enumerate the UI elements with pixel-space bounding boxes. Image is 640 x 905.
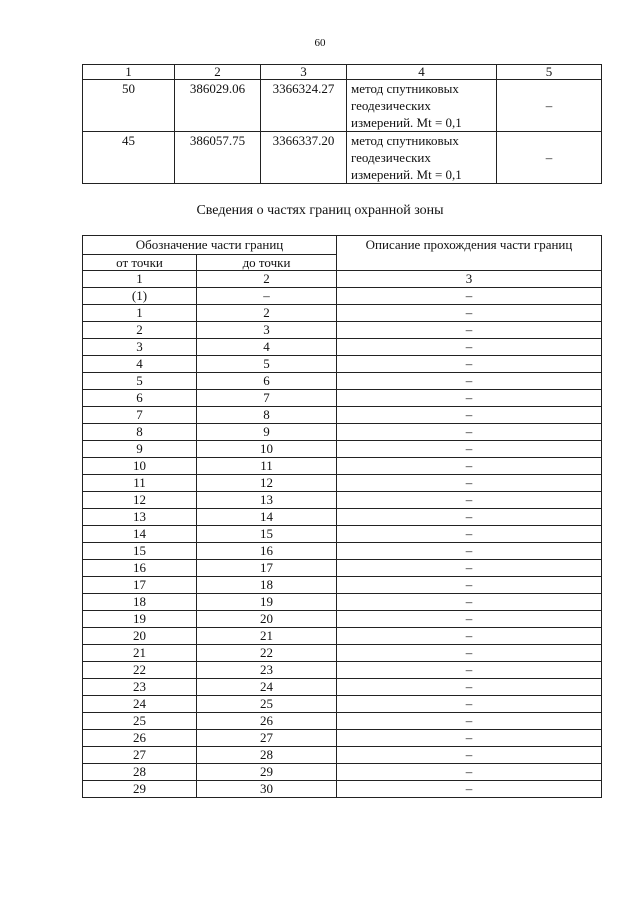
method-line: измерений. Mt = 0,1	[351, 167, 462, 182]
from-point: 18	[83, 594, 197, 611]
description: –	[337, 696, 602, 713]
table-row	[83, 662, 602, 679]
description-header: Описание прохождения части границ	[337, 236, 602, 271]
note-cell: –	[497, 132, 602, 184]
parts-header-row	[83, 236, 602, 255]
from-point-header: от точки	[83, 255, 197, 271]
from-point: (1)	[83, 288, 197, 305]
coordinates-table	[82, 64, 602, 184]
description: –	[337, 713, 602, 730]
from-point: 9	[83, 441, 197, 458]
boundary-parts-table	[82, 235, 602, 798]
to-point-header: до точки	[197, 255, 337, 271]
coordinates-row	[83, 80, 602, 132]
table-row	[83, 628, 602, 645]
description: –	[337, 441, 602, 458]
description: –	[337, 424, 602, 441]
from-point: 23	[83, 679, 197, 696]
to-point: 12	[197, 475, 337, 492]
coord-x: 386029.06	[175, 80, 261, 132]
to-point: 21	[197, 628, 337, 645]
description: –	[337, 781, 602, 798]
from-point: 20	[83, 628, 197, 645]
table-row	[83, 594, 602, 611]
from-point: 26	[83, 730, 197, 747]
description: –	[337, 543, 602, 560]
method-line: геодезических	[351, 150, 431, 165]
method-line: измерений. Mt = 0,1	[351, 115, 462, 130]
method-description	[347, 80, 497, 132]
to-point: 16	[197, 543, 337, 560]
to-point: 27	[197, 730, 337, 747]
coord-y: 3366324.27	[261, 80, 347, 132]
to-point: 18	[197, 577, 337, 594]
method-line: метод спутниковых	[351, 133, 459, 148]
from-point: 24	[83, 696, 197, 713]
note-cell: –	[497, 80, 602, 132]
from-point: 2	[83, 322, 197, 339]
description: –	[337, 594, 602, 611]
table-row	[83, 526, 602, 543]
description: –	[337, 373, 602, 390]
table-row	[83, 322, 602, 339]
from-point: 15	[83, 543, 197, 560]
table-row	[83, 577, 602, 594]
coordinates-header-cell: 3	[261, 65, 347, 80]
coordinates-header-row	[83, 65, 602, 80]
from-point: 6	[83, 390, 197, 407]
table-row	[83, 458, 602, 475]
table-row	[83, 543, 602, 560]
from-point: 10	[83, 458, 197, 475]
description: –	[337, 560, 602, 577]
from-point: 16	[83, 560, 197, 577]
to-point: 3	[197, 322, 337, 339]
description: –	[337, 356, 602, 373]
table-row	[83, 339, 602, 356]
table-row	[83, 509, 602, 526]
coordinates-header-cell: 4	[347, 65, 497, 80]
description: –	[337, 475, 602, 492]
table-row	[83, 407, 602, 424]
table-row	[83, 288, 602, 305]
table-row	[83, 764, 602, 781]
table-row	[83, 645, 602, 662]
description: –	[337, 492, 602, 509]
table-row	[83, 713, 602, 730]
to-point: 10	[197, 441, 337, 458]
column-number: 3	[337, 271, 602, 288]
table-row	[83, 492, 602, 509]
table-row	[83, 305, 602, 322]
to-point: 29	[197, 764, 337, 781]
point-number: 45	[83, 132, 175, 184]
table-row	[83, 441, 602, 458]
section-title: Сведения о частях границ охранной зоны	[196, 203, 444, 218]
to-point: 13	[197, 492, 337, 509]
coordinates-row	[83, 132, 602, 184]
description: –	[337, 679, 602, 696]
description: –	[337, 747, 602, 764]
to-point: 14	[197, 509, 337, 526]
table-row	[83, 679, 602, 696]
description: –	[337, 577, 602, 594]
column-number: 1	[83, 271, 197, 288]
description: –	[337, 611, 602, 628]
from-point: 29	[83, 781, 197, 798]
to-point: 23	[197, 662, 337, 679]
to-point: 26	[197, 713, 337, 730]
to-point: 24	[197, 679, 337, 696]
from-point: 1	[83, 305, 197, 322]
to-point: 25	[197, 696, 337, 713]
description: –	[337, 305, 602, 322]
description: –	[337, 288, 602, 305]
to-point: 15	[197, 526, 337, 543]
from-point: 7	[83, 407, 197, 424]
from-point: 8	[83, 424, 197, 441]
method-description	[347, 132, 497, 184]
column-number: 2	[197, 271, 337, 288]
from-point: 27	[83, 747, 197, 764]
column-number-row	[83, 271, 602, 288]
description: –	[337, 322, 602, 339]
description: –	[337, 628, 602, 645]
coordinates-header-cell: 5	[497, 65, 602, 80]
from-point: 17	[83, 577, 197, 594]
table-row	[83, 390, 602, 407]
from-point: 12	[83, 492, 197, 509]
to-point: 30	[197, 781, 337, 798]
table-row	[83, 560, 602, 577]
table-row	[83, 781, 602, 798]
to-point: 7	[197, 390, 337, 407]
coord-y: 3366337.20	[261, 132, 347, 184]
from-point: 14	[83, 526, 197, 543]
from-point: 25	[83, 713, 197, 730]
from-point: 22	[83, 662, 197, 679]
from-point: 19	[83, 611, 197, 628]
group-header: Обозначение части границ	[83, 236, 337, 255]
table-row	[83, 747, 602, 764]
table-row	[83, 611, 602, 628]
from-point: 4	[83, 356, 197, 373]
from-point: 13	[83, 509, 197, 526]
method-line: метод спутниковых	[351, 81, 459, 96]
to-point: 20	[197, 611, 337, 628]
to-point: 5	[197, 356, 337, 373]
from-point: 3	[83, 339, 197, 356]
description: –	[337, 526, 602, 543]
page-number: 60	[314, 37, 326, 49]
description: –	[337, 458, 602, 475]
method-line: геодезических	[351, 98, 431, 113]
to-point: 6	[197, 373, 337, 390]
to-point: 4	[197, 339, 337, 356]
point-number: 50	[83, 80, 175, 132]
description: –	[337, 509, 602, 526]
to-point: 9	[197, 424, 337, 441]
description: –	[337, 339, 602, 356]
description: –	[337, 764, 602, 781]
to-point: 17	[197, 560, 337, 577]
coordinates-header-cell: 2	[175, 65, 261, 80]
from-point: 11	[83, 475, 197, 492]
to-point: 11	[197, 458, 337, 475]
coord-x: 386057.75	[175, 132, 261, 184]
from-point: 28	[83, 764, 197, 781]
description: –	[337, 730, 602, 747]
description: –	[337, 662, 602, 679]
table-row	[83, 696, 602, 713]
description: –	[337, 645, 602, 662]
from-point: 5	[83, 373, 197, 390]
to-point: 19	[197, 594, 337, 611]
table-row	[83, 424, 602, 441]
coordinates-header-cell: 1	[83, 65, 175, 80]
description: –	[337, 390, 602, 407]
to-point: –	[197, 288, 337, 305]
table-row	[83, 730, 602, 747]
to-point: 22	[197, 645, 337, 662]
description: –	[337, 407, 602, 424]
from-point: 21	[83, 645, 197, 662]
table-row	[83, 475, 602, 492]
to-point: 28	[197, 747, 337, 764]
to-point: 8	[197, 407, 337, 424]
to-point: 2	[197, 305, 337, 322]
table-row	[83, 373, 602, 390]
table-row	[83, 356, 602, 373]
